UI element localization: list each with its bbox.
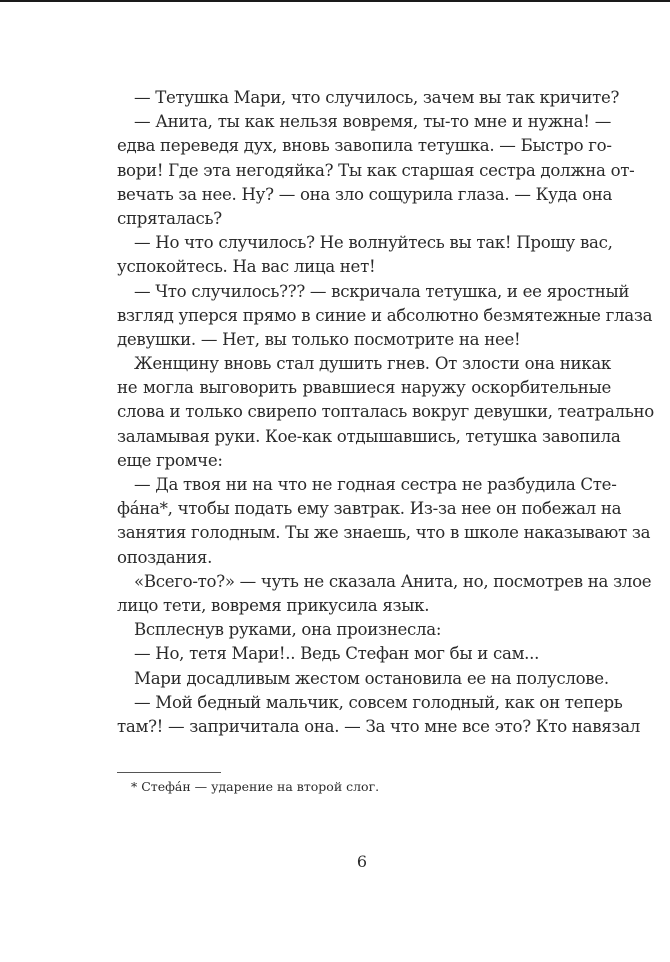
footnote: * Стефáн — ударение на второй слог. bbox=[131, 779, 380, 794]
text-line: — Что случилось??? — вскричала тетушка, и ее яростный bbox=[134, 281, 630, 301]
text-line: — Но что случилось? Не волнуйтесь вы так! Прошу вас, bbox=[134, 233, 613, 253]
text-line: не могла выговорить рвавшиеся наружу оскорбительные bbox=[117, 378, 611, 398]
text-line: Всплеснув руками, она произнесла: bbox=[134, 620, 442, 640]
text-line: фáна*, чтобы подать ему завтрак. Из-за нее он побежал на bbox=[117, 499, 622, 519]
text-line: «Всего-то?» — чуть не сказала Анита, но, посмотрев на злое bbox=[134, 571, 652, 591]
text-line: там?! — запричитала она. — За что мне все это? Кто навязал bbox=[117, 716, 641, 736]
text-line: — Да твоя ни на что не годная сестра не разбудила Сте- bbox=[134, 475, 617, 494]
text-line: Мари досадливым жестом остановила ее на полуслове. bbox=[134, 668, 609, 688]
text-line: вечать за нее. Ну? — она зло сощурила глаза. — Куда она bbox=[117, 184, 613, 204]
text-line: еще громче: bbox=[117, 450, 223, 470]
text-line: лицо тети, вовремя прикусила язык. bbox=[117, 595, 430, 615]
text-line: вори! Где эта негодяйка? Ты как старшая сестра должна от- bbox=[117, 160, 635, 180]
text-line: взгляд уперся прямо в синие и абсолютно безмятежные глаза bbox=[117, 305, 653, 325]
text-line: заламывая руки. Кое-как отдышавшись, тетушка завопила bbox=[117, 426, 621, 446]
text-line: — Но, тетя Мари!.. Ведь Стефан мог бы и сам... bbox=[134, 644, 540, 664]
text-line: слова и только свирепо топталась вокруг девушки, театрально bbox=[117, 402, 654, 422]
page-number: 6 bbox=[356, 852, 368, 871]
footnote-divider bbox=[117, 772, 221, 773]
text-line: — Анита, ты как нельзя вовремя, ты-то мне и нужна! — bbox=[134, 112, 611, 132]
text-line: Женщину вновь стал душить гнев. От злости она никак bbox=[134, 354, 611, 374]
text-line: едва переведя дух, вновь завопила тетушка. — Быстро го- bbox=[117, 136, 612, 156]
text-line: занятия голодным. Ты же знаешь, что в школе наказывают за bbox=[117, 523, 651, 543]
text-line: — Мой бедный мальчик, совсем голодный, как он теперь bbox=[134, 692, 623, 712]
body-text bbox=[117, 86, 654, 739]
text-line: опоздания. bbox=[117, 547, 213, 567]
text-line: спряталась? bbox=[117, 208, 222, 228]
top-border-rule bbox=[0, 0, 670, 2]
text-line: — Тетушка Мари, что случилось, зачем вы так кричите? bbox=[134, 88, 620, 107]
text-line: успокойтесь. На вас лица нет! bbox=[117, 257, 376, 277]
text-line: девушки. — Нет, вы только посмотрите на нее! bbox=[117, 329, 521, 349]
